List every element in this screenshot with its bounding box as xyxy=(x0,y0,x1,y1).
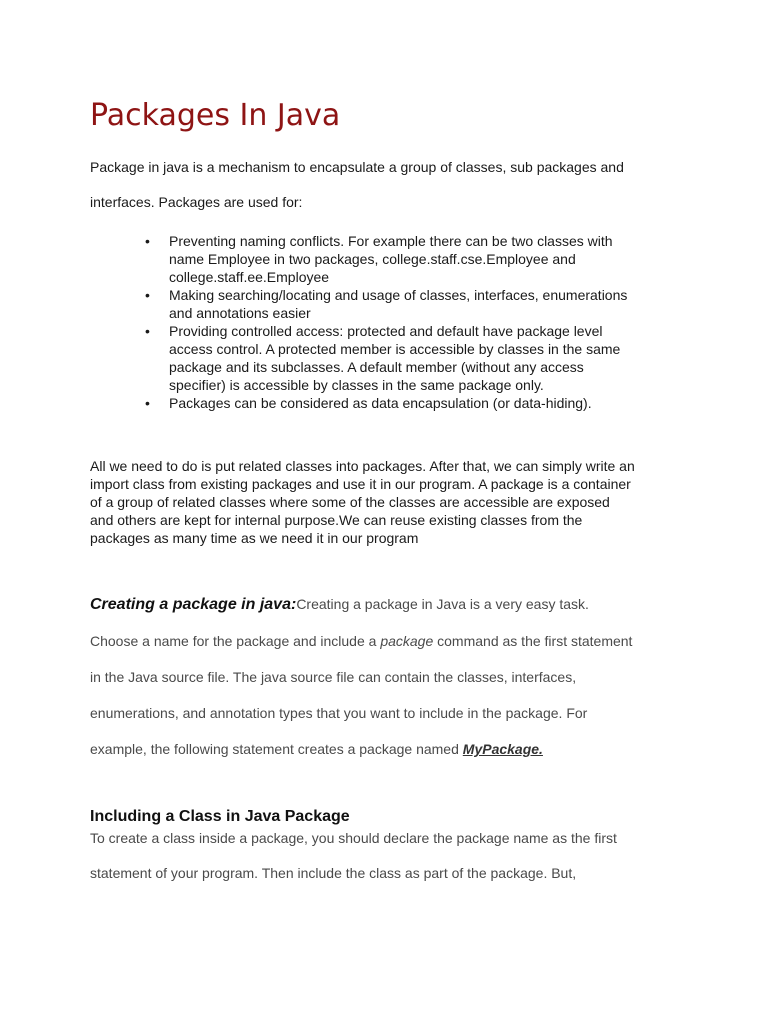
intro-paragraph xyxy=(90,150,690,220)
paragraph-line: and others are kept for internal purpose.We can reuse existing classes from the xyxy=(90,512,583,528)
section-line xyxy=(90,586,710,623)
paragraph-line: packages as many time as we need it in our program xyxy=(90,530,419,546)
bullet-line: • Packages can be considered as data encapsulation (or data-hiding). xyxy=(169,395,592,411)
bullet-item xyxy=(169,232,689,286)
bullet-line: • Preventing naming conflicts. For example there can be two classes with xyxy=(169,233,613,249)
uses-bullet-list xyxy=(169,232,689,412)
section-line: in the Java source file. The java source file can contain the classes, interfaces, xyxy=(90,669,577,685)
bullet-line: • Providing controlled access: protected and default have package level xyxy=(169,323,603,339)
package-keyword: package xyxy=(380,633,434,649)
paragraph-line: All we need to do is put related classes into packages. After that, we can simply write an xyxy=(90,458,635,474)
bullet-line: package and its subclasses. A default member (without any access xyxy=(169,359,584,375)
creating-package-section xyxy=(90,586,710,767)
bullet-item xyxy=(169,394,689,412)
including-class-heading: Including a Class in Java Package xyxy=(90,808,350,825)
paragraph-line: To create a class inside a package, you should declare the package name as the first xyxy=(90,830,617,846)
bullet-item xyxy=(169,286,689,322)
paragraph-line: of a group of related classes where some of the classes are accessible are exposed xyxy=(90,494,610,510)
section-text: example, the following statement creates a package named xyxy=(90,741,463,757)
section-text: Choose a name for the package and include a xyxy=(90,633,381,649)
section-line xyxy=(90,623,710,659)
intro-line: interfaces. Packages are used for: xyxy=(90,194,303,210)
section-text: command as the first statement xyxy=(433,633,633,649)
including-class-paragraph xyxy=(90,821,710,891)
creating-package-heading: Creating a package in java: xyxy=(90,596,297,613)
bullet-line: access control. A protected member is accessible by classes in the same xyxy=(169,341,621,357)
mypackage-link[interactable]: MyPackage. xyxy=(462,741,543,757)
paragraph-line: statement of your program. Then include the class as part of the package. But, xyxy=(90,865,577,881)
bullet-item xyxy=(169,322,689,394)
packages-explanation-paragraph xyxy=(90,457,710,547)
intro-line: Package in java is a mechanism to encapsulate a group of classes, sub packages and xyxy=(90,159,624,175)
bullet-line: college.staff.ee.Employee xyxy=(169,269,330,285)
bullet-line: name Employee in two packages, college.staff.cse.Employee and xyxy=(169,251,576,267)
bullet-line: and annotations easier xyxy=(169,305,311,321)
section-text: Creating a package in Java is a very easy task. xyxy=(296,596,589,612)
page-title: Packages In Java xyxy=(90,98,341,133)
bullet-line: specifier) is accessible by classes in the same package only. xyxy=(169,377,544,393)
section-line: enumerations, and annotation types that you want to include in the package. For xyxy=(90,705,588,721)
paragraph-line: import class from existing packages and use it in our program. A package is a container xyxy=(90,476,631,492)
bullet-line: • Making searching/locating and usage of classes, interfaces, enumerations xyxy=(169,287,628,303)
section-line xyxy=(90,731,710,767)
